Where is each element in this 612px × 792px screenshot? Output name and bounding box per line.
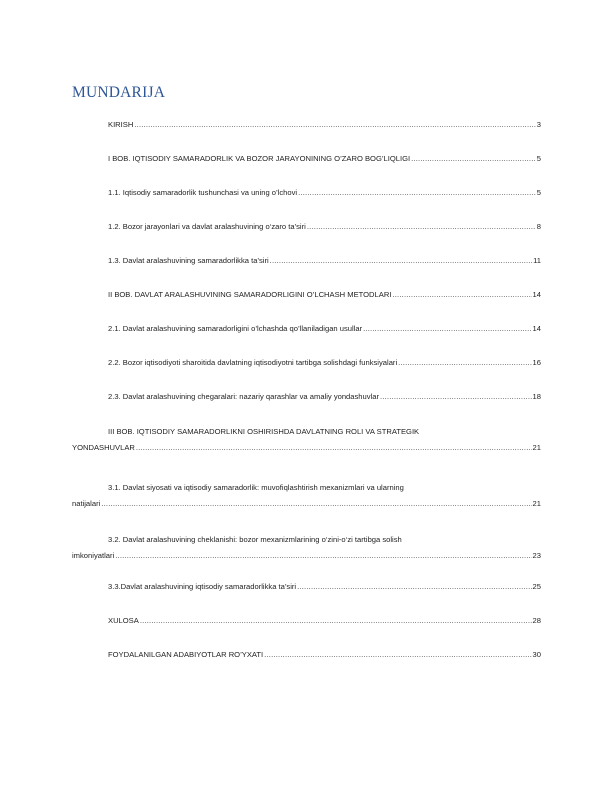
toc-page-number: 3	[536, 120, 541, 129]
toc-entry[interactable]	[72, 535, 541, 561]
toc-entry[interactable]	[72, 188, 541, 198]
toc-entry[interactable]	[72, 324, 541, 334]
toc-entry[interactable]	[72, 392, 541, 402]
toc-entry-text: 1.3. Davlat aralashuvining samaradorlikka ta’siri	[108, 256, 269, 265]
toc-entry[interactable]	[72, 120, 541, 130]
toc-entry[interactable]	[72, 358, 541, 368]
toc-entry[interactable]	[72, 650, 541, 660]
toc-page-number: 14	[532, 324, 541, 333]
toc-page-number: 25	[532, 582, 541, 591]
leader-dots	[115, 551, 531, 561]
toc-entry-text: 1.2. Bozor jarayonlari va davlat aralashuvining o‘zaro ta’siri	[108, 222, 306, 231]
toc-entry[interactable]	[72, 290, 541, 300]
toc-entry[interactable]	[72, 582, 541, 592]
toc-page-number: 11	[533, 256, 541, 265]
toc-page-number: 14	[532, 290, 541, 299]
leader-dots	[270, 256, 532, 266]
toc-entry-text: KIRISH	[108, 120, 134, 129]
toc-entry[interactable]	[72, 256, 541, 266]
toc-entry[interactable]	[72, 427, 541, 453]
toc-entry-text: 3.2. Davlat aralashuvining cheklanishi: bozor mexanizmlarining o‘zini-o‘zi tartibga solish	[108, 535, 402, 544]
toc-page-number: 8	[536, 222, 541, 231]
leader-dots	[140, 616, 532, 626]
leader-dots	[392, 290, 531, 300]
toc-entry-text: 1.1. Iqtisodiy samaradorlik tushunchasi va uning o’lchovi	[108, 188, 298, 197]
toc-entry[interactable]	[72, 616, 541, 626]
toc-entry-text: I BOB. IQTISODIY SAMARADORLIK VA BOZOR JARAYONINING O’ZARO BOG’LIQLIGI	[108, 154, 411, 163]
toc-entry[interactable]	[72, 483, 541, 509]
toc-entry-text-continued: YONDASHUVLAR	[72, 443, 135, 452]
toc-entry-text: 2.1. Davlat aralashuvining samaradorligini o’lchashda qo’llaniladigan usullar	[108, 324, 363, 333]
toc-title: MUNDARIJA	[72, 84, 166, 101]
toc-page-number: 30	[532, 650, 541, 659]
toc-page-number: 21	[532, 499, 541, 508]
toc-entry-text: XULOSA	[108, 616, 139, 625]
toc-entry-text: II BOB. DAVLAT ARALASHUVINING SAMARADORLIGINI O’LCHASH METODLARI	[108, 290, 392, 299]
toc-entry[interactable]	[72, 222, 541, 232]
toc-entry[interactable]	[72, 154, 541, 164]
leader-dots	[136, 443, 532, 453]
toc-entry-text-continued: imkoniyatlari	[72, 551, 115, 560]
toc-page-number: 5	[536, 154, 541, 163]
leader-dots	[264, 650, 531, 660]
leader-dots	[297, 582, 531, 592]
leader-dots	[298, 188, 536, 198]
toc-page-number: 18	[532, 392, 541, 401]
toc-entry-text: 2.2. Bozor iqtisodiyoti sharoitida davlatning iqtisodiyotni tartibga solishdagi funksiyalari	[108, 358, 398, 367]
toc-page-number: 5	[536, 188, 541, 197]
toc-page-number: 21	[532, 443, 541, 452]
toc-entry-text: 3.3.Davlat aralashuvining iqtisodiy samaradorlikka ta’siri	[108, 582, 297, 591]
leader-dots	[398, 358, 531, 368]
leader-dots	[134, 120, 535, 130]
toc-page-number: 16	[532, 358, 541, 367]
leader-dots	[307, 222, 536, 232]
leader-dots	[380, 392, 532, 402]
toc-entry-text: III BOB. IQTISODIY SAMARADORLIKNI OSHIRISHDA DAVLATNING ROLI VA STRATEGIK	[108, 427, 420, 436]
toc-entry-text: 3.1. Davlat siyosati va iqtisodiy samaradorlik: muvofiqlashtirish mexanizmlari va ularning	[108, 483, 404, 492]
toc-entry-text-continued: natijalari	[72, 499, 101, 508]
toc-page-number: 28	[532, 616, 541, 625]
leader-dots	[363, 324, 531, 334]
leader-dots	[411, 154, 536, 164]
toc-entry-text: 2.3. Davlat aralashuvining chegaralari: nazariy qarashlar va amaliy yondashuvlar	[108, 392, 379, 401]
toc-entry-text: FOYDALANILGAN ADABIYOTLAR RO’YXATI	[108, 650, 264, 659]
leader-dots	[101, 499, 531, 509]
toc-page-number: 23	[532, 551, 541, 560]
